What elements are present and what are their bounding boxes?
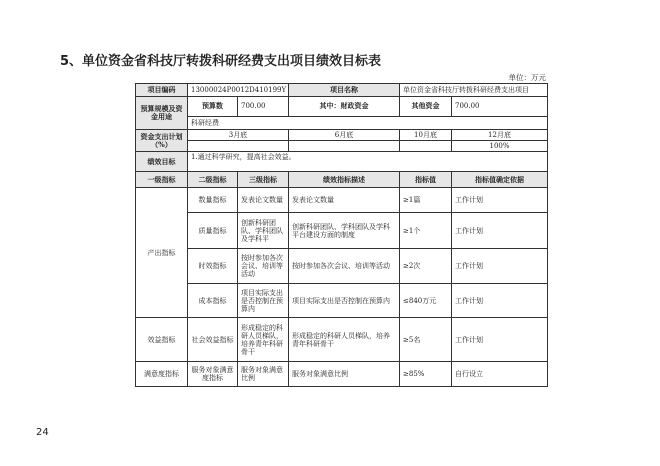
indicator-level3: 形成稳定的科研人员梯队，培养青年科研骨干 [238,318,289,362]
plan-june-value [289,141,400,152]
indicator-level2: 质量指标 [188,213,238,249]
indicator-basis: 工作计划 [452,213,548,249]
other-funds-label: 其他资金 [400,97,452,117]
indicator-basis: 工作计划 [452,284,548,318]
indicator-description: 形成稳定的科研人员梯队，培养青年科研骨干 [289,318,400,362]
project-code-label: 项目编码 [136,84,188,97]
indicator-level2: 服务对象满意度指标 [188,362,238,387]
plan-october-value [400,141,452,152]
indicator-description: 发表论文数量 [289,188,400,213]
plan-december-value: 100% [452,141,548,152]
funds-usage: 科研经费 [188,117,548,130]
goal-text: 1.通过科学研究，提高社会效益。 [188,152,548,172]
unit-label: 单位：万元 [508,73,546,82]
indicator-level3: 服务对象满意比例 [238,362,289,387]
indicator-level3: 按时参加各次会议、培训等活动 [238,249,289,284]
indicator-value: ≥1篇 [400,188,452,213]
performance-table [135,83,548,387]
budget-amount-value: 700.00 [238,97,289,117]
fiscal-funds-label: 其中：财政资金 [289,97,400,117]
header-basis: 指标值确定依据 [452,172,548,188]
plan-december-header: 12月底 [452,130,548,141]
header-level3: 三级指标 [238,172,289,188]
indicator-basis: 工作计划 [452,188,548,213]
indicator-basis: 自行设立 [452,362,548,387]
indicator-level2: 成本指标 [188,284,238,318]
plan-march-value [188,141,289,152]
indicator-value: ≥2次 [400,249,452,284]
indicator-value: ≥85% [400,362,452,387]
budget-section-label: 预算规模及资金用途 [136,97,188,130]
indicator-value: ≥5名 [400,318,452,362]
header-level1: 一级指标 [136,172,188,188]
header-value: 指标值 [400,172,452,188]
page-number: 24 [36,427,49,438]
indicator-value: ≤840万元 [400,284,452,318]
indicator-level3: 项目实际支出是否控制在预算内 [238,284,289,318]
indicator-level2: 数量指标 [188,188,238,213]
goal-label: 绩效目标 [136,152,188,172]
budget-amount-label: 预算数 [188,97,238,117]
level1-satisfaction: 满意度指标 [136,362,188,387]
level1-output: 产出指标 [136,188,188,318]
level1-effect: 效益指标 [136,318,188,362]
indicator-level2: 时效指标 [188,249,238,284]
indicator-description: 创新科研团队、学科团队及学科平台建设方面的制度 [289,213,400,249]
indicator-level2: 社会效益指标 [188,318,238,362]
plan-section-label: 资金支出计划（%） [136,130,188,152]
project-name-label: 项目名称 [289,84,400,97]
indicator-level3: 创新科研团队、学科团队及学科平 [238,213,289,249]
indicator-basis: 工作计划 [452,318,548,362]
indicator-level3: 发表论文数量 [238,188,289,213]
other-funds-value: 700.00 [452,97,548,117]
plan-june-header: 6月底 [289,130,400,141]
indicator-value: ≥1个 [400,213,452,249]
indicator-description: 服务对象满意比例 [289,362,400,387]
indicator-basis: 工作计划 [452,249,548,284]
plan-march-header: 3月底 [188,130,289,141]
project-name-value: 单位资金省科技厅转拨科研经费支出项目 [400,84,548,97]
project-code-value: 13000024P0012D410199Y [188,84,289,97]
header-level2: 二级指标 [188,172,238,188]
indicator-description: 项目实际支出是否控制在预算内 [289,284,400,318]
page-title: 5、单位资金省科技厅转拨科研经费支出项目绩效目标表 [60,54,382,69]
header-description: 绩效指标描述 [289,172,400,188]
plan-october-header: 10月底 [400,130,452,141]
indicator-description: 按时参加各次会议、培训等活动 [289,249,400,284]
